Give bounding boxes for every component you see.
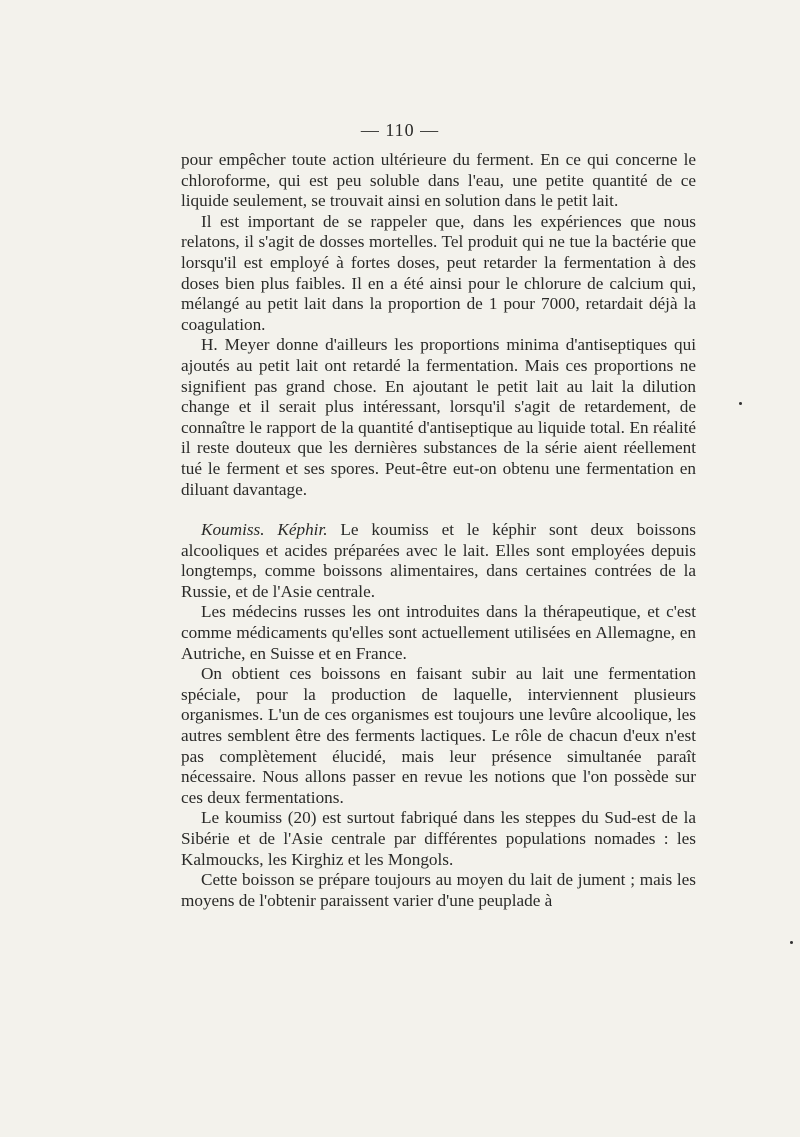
- speck-mark: [790, 941, 793, 944]
- section-heading-italic: Koumiss. Képhir.: [201, 520, 328, 540]
- paragraph-section-koumiss: [181, 520, 696, 602]
- section-lead-text: Le koumiss et le képhir sont deux boissons alcooliques et acides préparées avec le lait. Elles sont employées depuis longtemps, comme boissons alimentaires, dans certaines contrées de la Russie, et de l'Asie centrale.: [181, 520, 696, 601]
- paragraph-5: Les médecins russes les ont introduites dans la thérapeutique, et c'est comme médicaments qu'elles sont actuellement utilisées en Allemagne, en Autriche, en Suisse et en France.: [181, 602, 696, 663]
- paragraph-8: Cette boisson se prépare toujours au moyen du lait de jument ; mais les moyens de l'obtenir paraissent varier d'une peuplade à: [181, 870, 696, 910]
- paragraph-6: On obtient ces boissons en faisant subir au lait une fermentation spéciale, pour la production de laquelle, interviennent plusieurs organismes. L'un de ces organismes est toujours une levûre alcoolique, les autres semblent être des ferments lactiques. Le rôle de chacun d'eux n'est pas complètement élucidé, mais leur présence simultanée paraît nécessaire. Nous allons passer en revue les notions que l'on possède sur ces deux fermentations.: [181, 664, 696, 807]
- paragraph-2: Il est important de se rappeler que, dans les expériences que nous relatons, il s'agit de dosses mortelles. Tel produit qui ne tue la bactérie que lorsqu'il est employé à fortes doses, peut retarder la fermentation à des doses bien plus faibles. Il en a été ainsi pour le chlorure de calcium qui, mélangé au petit lait dans la proportion de 1 pour 7000, retardait déjà la coagulation.: [181, 211, 696, 334]
- speck-mark: [739, 402, 742, 405]
- page-number: — 110 —: [360, 120, 440, 140]
- paragraph-3: H. Meyer donne d'ailleurs les proportions minima d'antiseptiques qui ajoutés au petit lait ont retardé la fermentation. Mais ces proportions ne signifient pas grand chose. En ajoutant le petit lait au lait la dilution change et il serait plus intéressant, lorsqu'il s'agit de retardement, de connaître le rapport de la quantité d'antiseptique au liquide total. En réalité il reste douteux que les dernières substances de la série aient réellement tué le ferment et ses spores. Peut-être eut-on obtenu une fermentation en diluant davantage.: [181, 335, 696, 499]
- body-text: [181, 150, 696, 911]
- paragraph-7: Le koumiss (20) est surtout fabriqué dans les steppes du Sud-est de la Sibérie et de l'Asie centrale par différentes populations nomades : les Kalmoucks, les Kirghiz et les Mongols.: [181, 808, 696, 869]
- paragraph-1: pour empêcher toute action ultérieure du ferment. En ce qui concerne le chloroforme, qui est peu soluble dans l'eau, une petite quantité de ce liquide seulement, se trouvait ainsi en solution dans le petit lait.: [181, 150, 696, 211]
